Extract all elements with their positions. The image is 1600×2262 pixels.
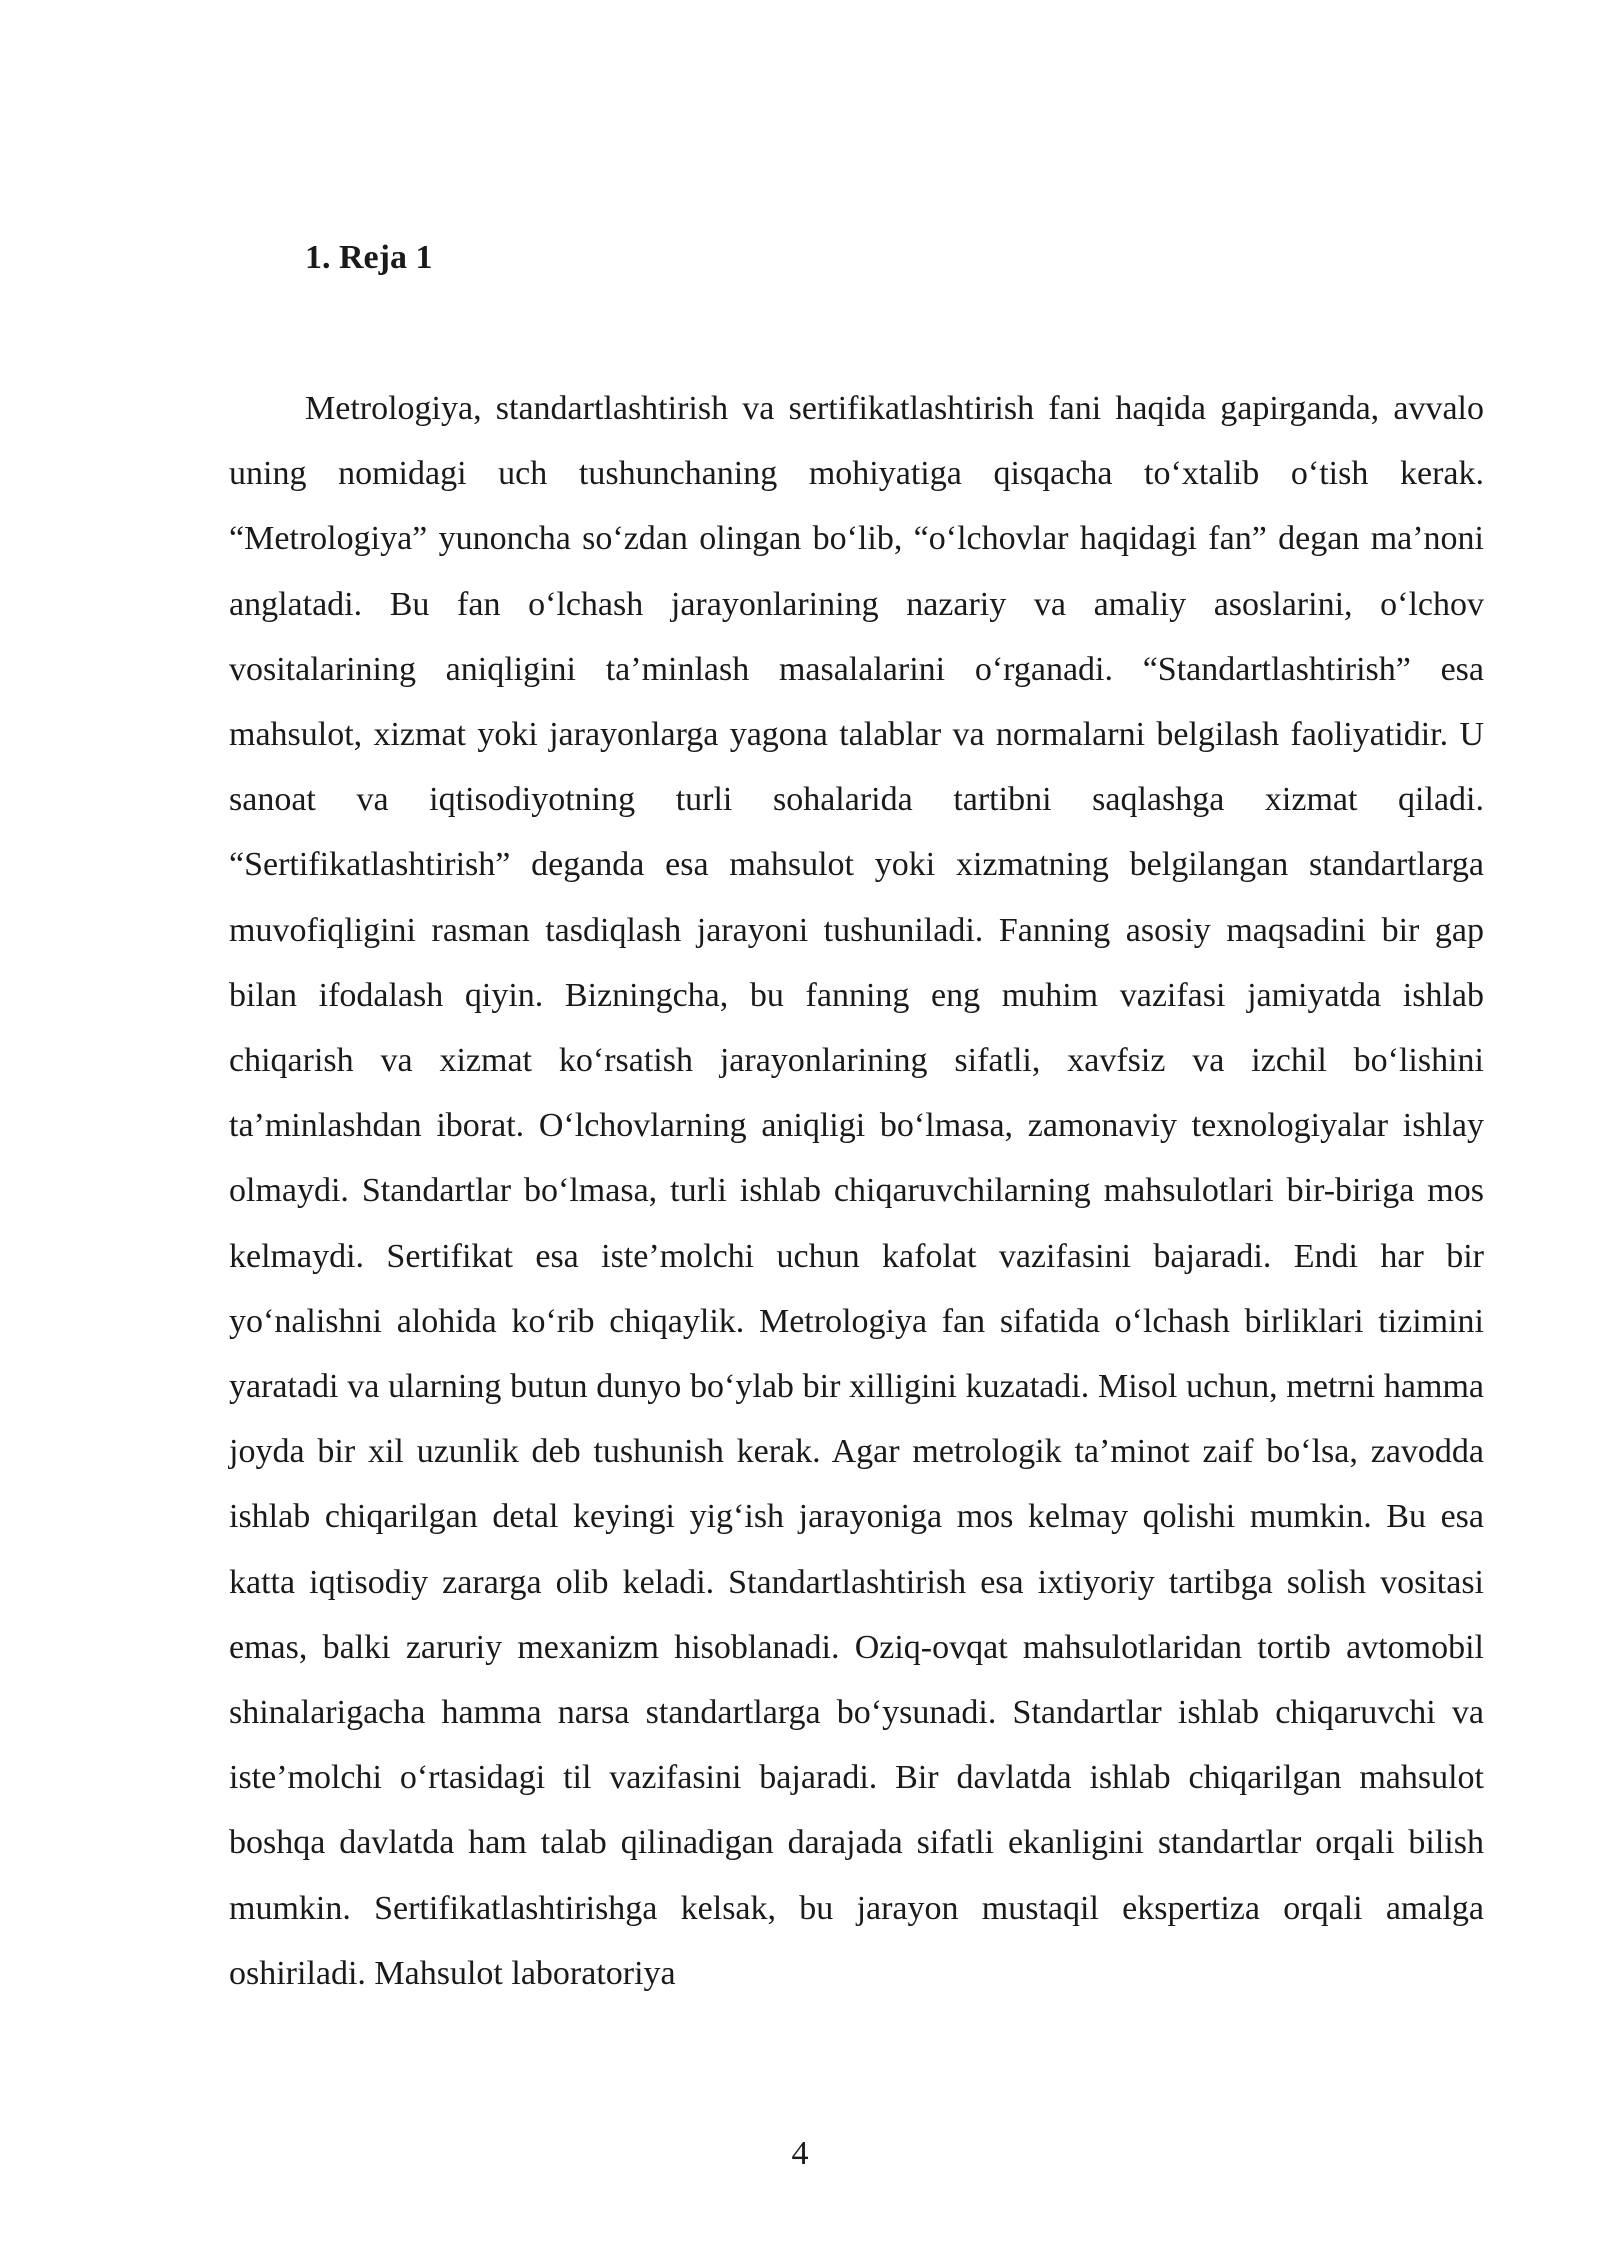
section-heading: 1. Reja 1 xyxy=(305,239,433,276)
page-number: 4 xyxy=(791,2135,809,2172)
body-paragraph: Metrologiya, standartlashtirish va sertifikatlashtirish fani haqida gapirganda, avvalo uning nomidagi uch tushunchaning mohiyatiga qisqacha to‘xtalib o‘tish kerak. “Metrologiya” yunoncha so‘zdan olingan bo‘lib, “o‘lchovlar haqidagi fan” degan ma’noni anglatadi. Bu fan o‘lchash jarayonlarining nazariy va amaliy asoslarini, o‘lchov vositalarining aniqligini ta’minlash masalalarini o‘rganadi. “Standartlashtirish” esa mahsulot, xizmat yoki jarayonlarga yagona talablar va normalarni belgilash faoliyatidir. U sanoat va iqtisodiyotning turli sohalarida tartibni saqlashga xizmat qiladi. “Sertifikatlashtirish” deganda esa mahsulot yoki xizmatning belgilangan standartlarga muvofiqligini rasman tasdiqlash jarayoni tushuniladi. Fanning asosiy maqsadini bir gap bilan ifodalash qiyin. Bizningcha, bu fanning eng muhim vazifasi jamiyatda ishlab chiqarish va xizmat ko‘rsatish jarayonlarining sifatli, xavfsiz va izchil bo‘lishini ta’minlashdan iborat. O‘lchovlarning aniqligi bo‘lmasa, zamonaviy texnologiyalar ishlay olmaydi. Standartlar bo‘lmasa, turli ishlab chiqaruvchilarning mahsulotlari bir-biriga mos kelmaydi. Sertifikat esa iste’molchi uchun kafolat vazifasini bajaradi. Endi har bir yo‘nalishni alohida ko‘rib chiqaylik. Metrologiya fan sifatida o‘lchash birliklari tizimini yaratadi va ularning butun dunyo bo‘ylab bir xilligini kuzatadi. Misol uchun, metrni hamma joyda bir xil uzunlik deb tushunish kerak. Agar metrologik ta’minot zaif bo‘lsa, zavodda ishlab chiqarilgan detal keyingi yig‘ish jarayoniga mos kelmay qolishi mumkin. Bu esa katta iqtisodiy zararga olib keladi. Standartlashtirish esa ixtiyoriy tartibga solish vositasi emas, balki zaruriy mexanizm hisoblanadi. Oziq-ovqat mahsulotlaridan tortib avtomobil shinalarigacha hamma narsa standartlarga bo‘ysunadi. Standartlar ishlab chiqaruvchi va iste’molchi o‘rtasidagi til vazifasini bajaradi. Bir davlatda ishlab chiqarilgan mahsulot boshqa davlatda ham talab qilinadigan darajada sifatli ekanligini standartlar orqali bilish mumkin. Sertifikatlashtirishga kelsak, bu jarayon mustaqil ekspertiza orqali amalga oshiriladi. Mahsulot laboratoriya xyxy=(229,390,1484,1992)
